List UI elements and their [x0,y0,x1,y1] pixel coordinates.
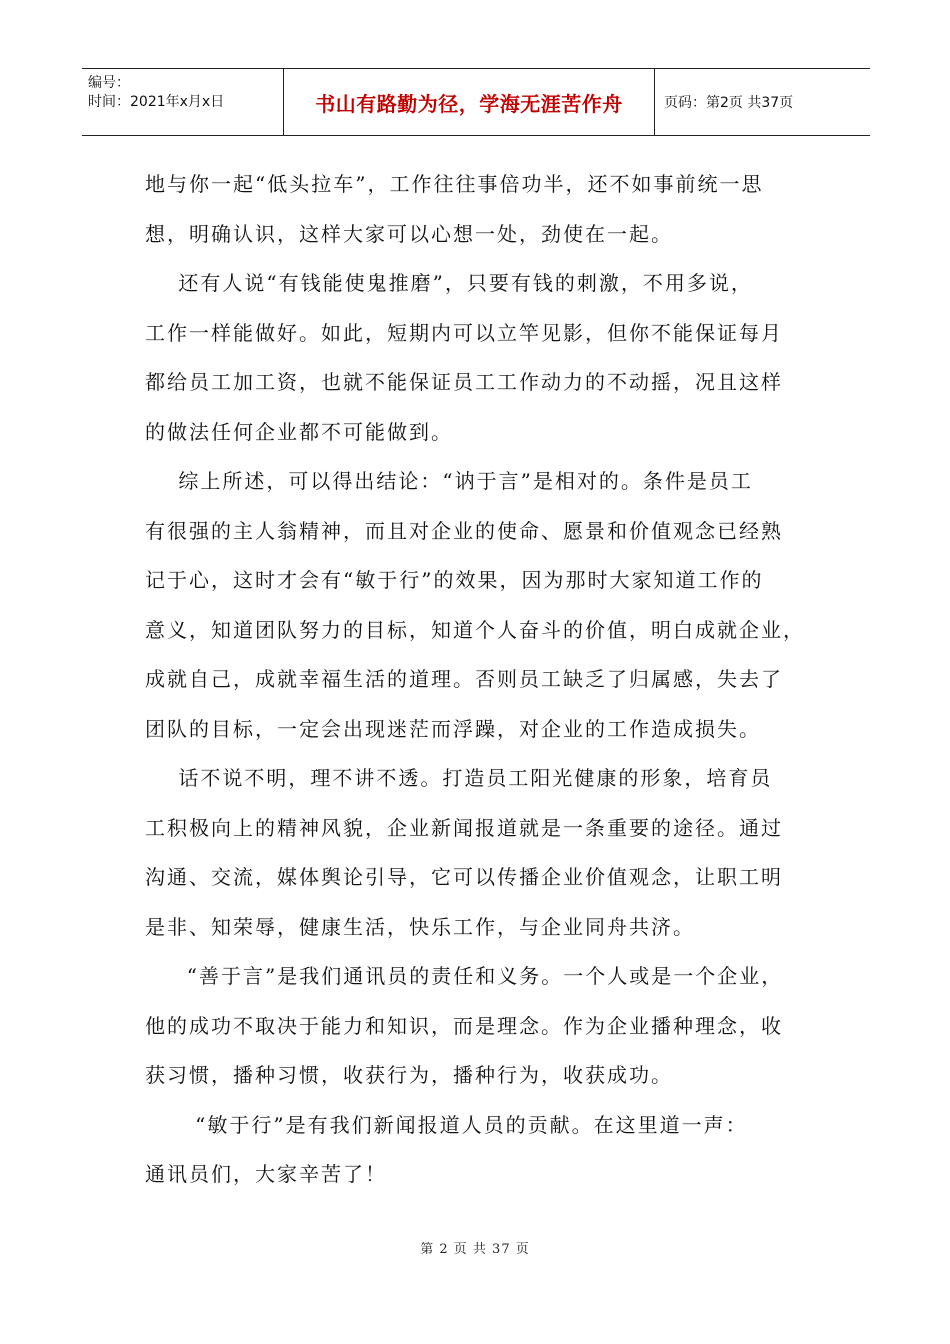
header-motto: 书山有路勤为径，学海无涯苦作舟 [284,69,655,135]
body-line: 工积极向上的精神风貌，企业新闻报道就是一条重要的途径。通过 [145,815,783,840]
page-header [82,68,870,136]
body-line: 获习惯，播种习惯，收获行为，播种行为，收获成功。 [145,1063,673,1087]
body-line: “善于言”是我们通讯员的责任和义务。一个人或是一个企业， [145,964,784,988]
body-line: 记于心，这时才会有“敏于行”的效果，因为那时大家知道工作的 [145,568,764,592]
body-line: 的做法任何企业都不可能做到。 [145,419,453,444]
body-line: 想，明确认识，这样大家可以心想一处，劲使在一起。 [145,221,673,246]
body-line: 是非、知荣辱，健康生活，快乐工作，与企业同舟共济。 [145,914,695,939]
doc-number-label: 编号： [88,75,130,91]
body-line: 地与你一起“低头拉车”，工作往往事倍功半，还不如事前统一思 [145,172,764,196]
body-line: 有很强的主人翁精神，而且对企业的使命、愿景和价值观念已经熟 [145,518,783,543]
body-line: 通讯员们，大家辛苦了！ [145,1162,387,1186]
header-page-info: 页码：第2页 共37页 [664,95,794,111]
page-footer: 第 2 页 共 37 页 [420,1242,530,1257]
header-meta [82,69,284,135]
body-line: 成就自己，成就幸福生活的道理。否则员工缺乏了归属感，失去了 [145,667,783,691]
document-body [145,160,825,1200]
body-line: 还有人说“有钱能使鬼推磨”，只要有钱的刺激，不用多说， [145,271,753,295]
body-line: 他的成功不取决于能力和知识，而是理念。作为企业播种理念，收 [145,1013,783,1038]
body-line: 话不说不明，理不讲不透。打造员工阳光健康的形象，培育员 [145,766,773,790]
body-line: 都给员工加工资，也就不能保证员工工作动力的不动摇，况且这样 [145,370,783,394]
doc-date-label: 时间：2021年x月x日 [88,94,225,110]
body-line: 团队的目标，一定会出现迷茫而浮躁，对企业的工作造成损失。 [145,716,761,741]
body-line: 沟通、交流，媒体舆论引导，它可以传播企业价值观念，让职工明 [145,865,783,889]
body-line: 工作一样能做好。如此，短期内可以立竿见影，但你不能保证每月 [145,320,783,345]
body-line: “敏于行”是有我们新闻报道人员的贡献。在这里道一声： [145,1112,748,1137]
body-line: 综上所述，可以得出结论：“讷于言”是相对的。条件是员工 [145,469,753,493]
body-line: 意义，知道团队努力的目标，知道个人奋斗的价值，明白成就企业， [145,617,805,642]
